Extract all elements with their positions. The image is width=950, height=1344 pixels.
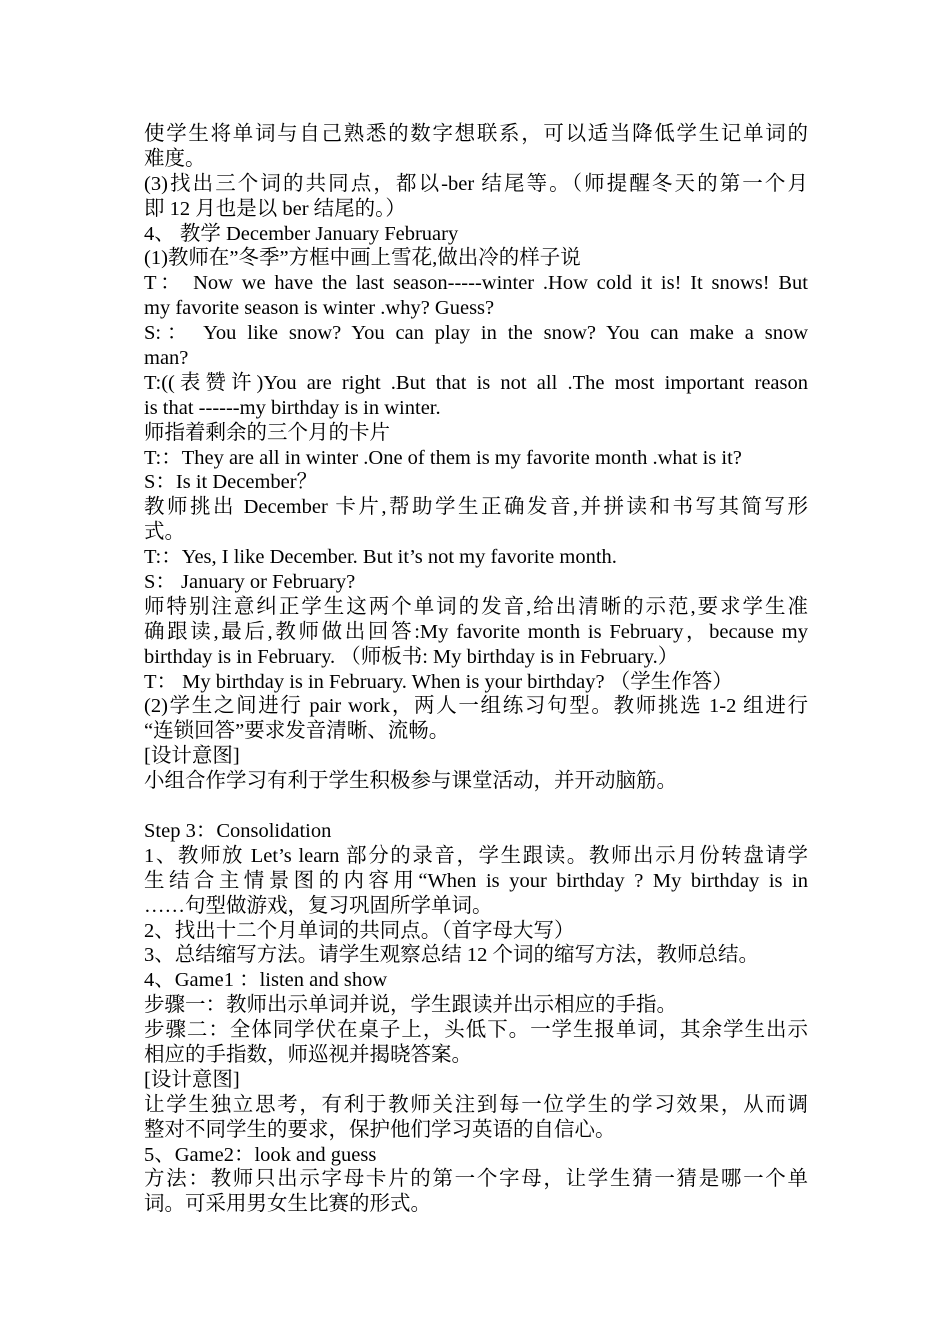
- text-line: (1)教师在”冬季”方框中画上雪花,做出冷的样子说: [144, 247, 581, 270]
- text-line: S:： You like snow? You can play in the snow? You can make a snow: [144, 322, 808, 345]
- text-line: 即 12 月也是以 ber 结尾的。）: [144, 197, 406, 220]
- text-line: (2)学生之间进行 pair work，两人一组练习句型。教师挑选 1-2 组进行: [144, 695, 808, 718]
- text-line: Step 3：Consolidation: [144, 819, 332, 842]
- text-line: man?: [144, 347, 189, 370]
- text-line: T:((表赞许)You are right .But that is not all .The most important reason: [144, 371, 808, 394]
- text-line: T:：They are all in winter .One of them is my favorite month .what is it?: [144, 446, 742, 469]
- text-line: S： January or February?: [144, 571, 356, 594]
- text-line: (3)找出三个词的共同点，都以-ber 结尾等。（师提醒冬天的第一个月: [144, 172, 808, 195]
- text-line: 师特别注意纠正学生这两个单词的发音,给出清晰的示范,要求学生准: [144, 595, 808, 618]
- text-line: 步骤二：全体同学伏在桌子上，头低下。一学生报单词，其余学生出示: [144, 1019, 808, 1042]
- text-line: 确跟读,最后,教师做出回答:My favorite month is February，because my: [144, 620, 808, 643]
- text-line: ……句型做游戏，复习巩固所学单词。: [144, 894, 493, 917]
- text-line: 方法：教师只出示字母卡片的第一个字母，让学生猜一猜是哪一个单: [144, 1168, 808, 1191]
- text-line: 1、教师放 Let’s learn 部分的录音，学生跟读。教师出示月份转盘请学: [144, 844, 808, 867]
- text-line: T:：Yes, I like December. But it’s not my favorite month.: [144, 546, 617, 569]
- text-line: 步骤一：教师出示单词并说，学生跟读并出示相应的手指。: [144, 994, 677, 1017]
- text-line: 3、总结缩写方法。请学生观察总结 12 个词的缩写方法，教师总结。: [144, 944, 759, 967]
- text-line: T： My birthday is in February. When is your birthday? （学生作答）: [144, 670, 733, 693]
- text-line: 让学生独立思考，有利于教师关注到每一位学生的学习效果，从而调: [144, 1093, 808, 1116]
- text-line: 使学生将单词与自己熟悉的数字想联系，可以适当降低学生记单词的: [144, 123, 808, 145]
- text-line: birthday is in February. （师板书: My birthday is in February.）: [144, 645, 679, 668]
- text-line: 整对不同学生的要求，保护他们学习英语的自信心。: [144, 1118, 616, 1141]
- blank-line: [144, 794, 808, 819]
- text-line: [设计意图]: [144, 745, 240, 768]
- text-line: 教师挑出 December 卡片,帮助学生正确发音,并拼读和书写其简写形: [144, 496, 808, 519]
- document-page: [144, 122, 808, 1217]
- text-line: is that ------my birthday is in winter.: [144, 396, 441, 419]
- text-line: [设计意图]: [144, 1068, 240, 1091]
- text-line: 生结合主情景图的内容用“When is your birthday ? My birthday is in: [144, 869, 808, 892]
- text-line: 难度。: [144, 147, 206, 170]
- text-line: 4、 教学 December January February: [144, 222, 459, 245]
- text-line: T： Now we have the last season-----winter .How cold it is! It snows! But: [144, 272, 808, 295]
- text-line: 式。: [144, 521, 185, 544]
- text-line: 词。可采用男女生比赛的形式。: [144, 1193, 431, 1216]
- text-line: 相应的手指数，师巡视并揭晓答案。: [144, 1043, 472, 1066]
- text-line: 师指着剩余的三个月的卡片: [144, 421, 390, 444]
- text-line: my favorite season is winter .why? Guess?: [144, 297, 495, 320]
- text-line: 5、Game2：look and guess: [144, 1143, 377, 1166]
- text-line: 小组合作学习有利于学生积极参与课堂活动，并开动脑筋。: [144, 770, 677, 793]
- text-line: 2、找出十二个月单词的共同点。（首字母大写）: [144, 919, 575, 942]
- text-line: 4、Game1 ：listen and show: [144, 969, 388, 992]
- text-line: S：Is it December？: [144, 471, 318, 494]
- text-line: “连锁回答”要求发音清晰、流畅。: [144, 720, 450, 743]
